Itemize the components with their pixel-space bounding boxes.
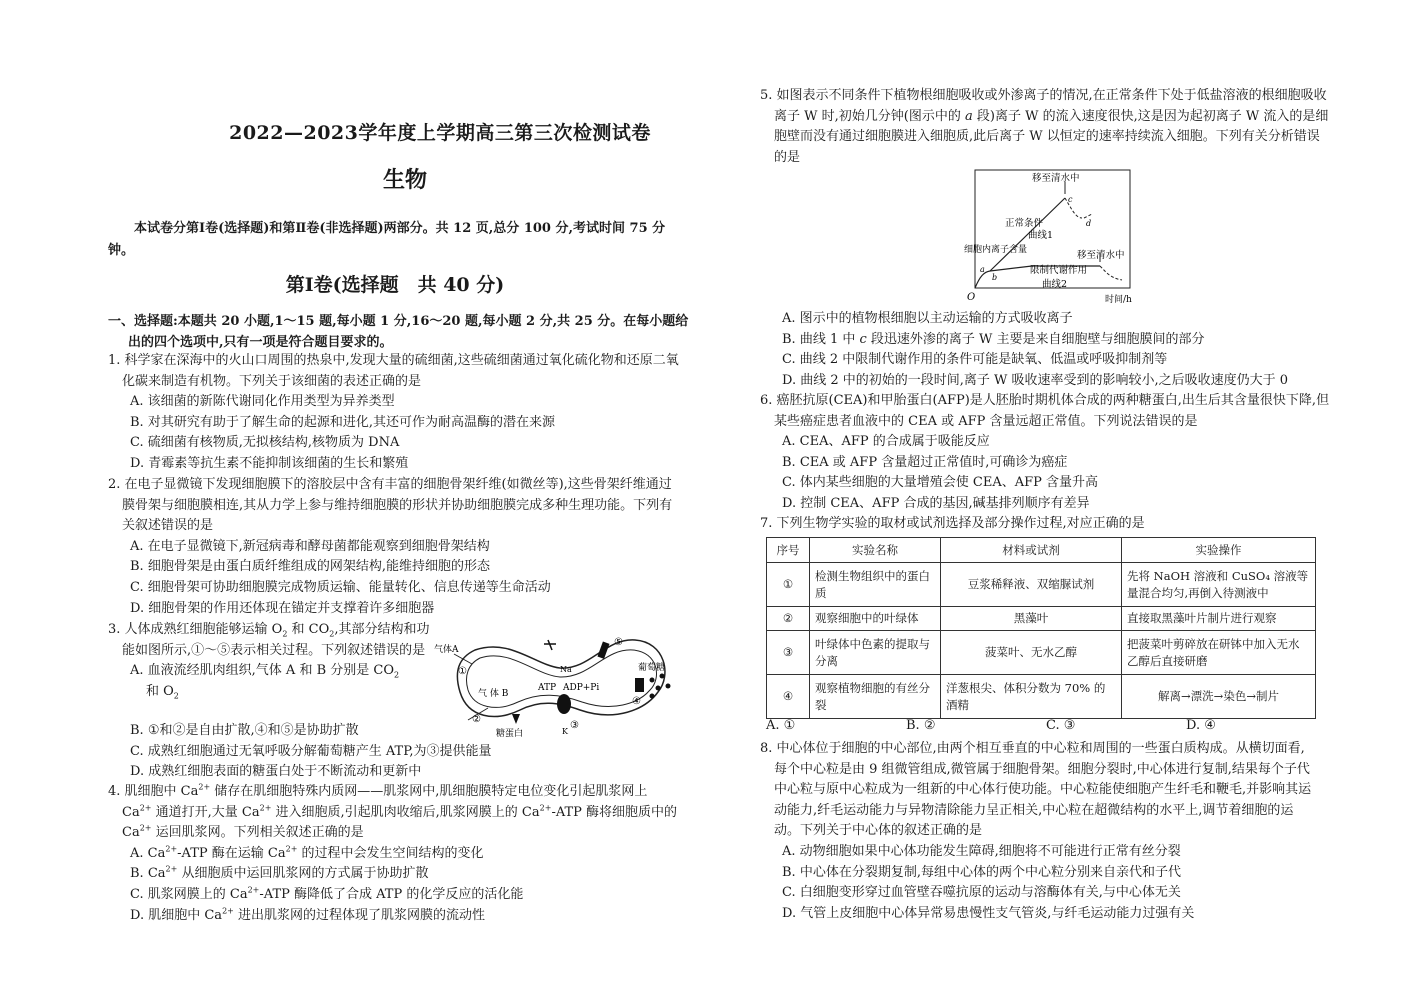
fig-gas-b-label: 气 体 B: [478, 689, 509, 699]
table-row: [767, 563, 1316, 607]
q8-option-a: A. 动物细胞如果中心体功能发生障碍,细胞将不可能进行正常有丝分裂: [782, 843, 1181, 859]
q3-option-b: B. ①和②是自由扩散,④和⑤是协助扩散: [130, 723, 359, 738]
q6-option-d: D. 控制 CEA、AFP 合成的基因,碱基排列顺序有差异: [782, 495, 1090, 511]
q6-option-c: C. 体内某些细胞的大量增殖会使 CEA、AFP 含量升高: [782, 475, 1098, 491]
q2-option-a: A. 在电子显微镜下,新冠病毒和酵母菌都能观察到细胞骨架结构: [130, 538, 490, 554]
q3-stem: 3. 人体成熟红细胞能够运输 $O_2$ 和 $CO_2$,其部分结构和功能如图所示,①～⑤表示相关过程。下列叙述错误的是: [108, 622, 430, 658]
na-k-pump: [557, 694, 571, 714]
q7-choice-a: A. ①: [766, 718, 796, 733]
table-header: 实验操作: [1122, 538, 1316, 563]
table-row: [767, 631, 1316, 675]
q5-option-a: A. 图示中的植物根细胞以主动运输的方式吸收离子: [782, 311, 1073, 326]
fig-curve2-label: 曲线2: [1042, 279, 1068, 290]
exam-title: 2022—2023学年度上学期高三第三次检测试卷: [229, 122, 651, 144]
row-name: 叶绿体中色素的提取与分离: [810, 631, 941, 675]
q5-stem: 5. 如图表示不同条件下植物根细胞吸收或外渗离子的情况,在正常条件下处于低盐溶液的根细胞吸收离子 W 时,初始几分钟(图示中的 a 段)离子 W 的流入速度很快,这是因为起初离子 W 流入的是细胞壁而没有通过细胞膜进入细胞质,此后离子 W 以恒定的速率持续流入细胞。下列有关分析错误的是: [760, 88, 1329, 165]
fig-top-label: 移至清水中: [1032, 173, 1080, 184]
q2-option-c: C. 细胞骨架可协助细胞膜完成物质运输、能量转化、信息传递等生命活动: [130, 579, 551, 595]
table-header: 实验名称: [810, 538, 941, 563]
table-row: [767, 607, 1316, 631]
curve-2-efflux: [1100, 266, 1122, 280]
experiment-table: [766, 537, 1316, 719]
q6-stem: 6. 癌胚抗原(CEA)和甲胎蛋白(AFP)是人胚胎时期机体合成的两种糖蛋白,出生后其含量很快下降,但某些癌症患者血液中的 CEA 或 AFP 含量远超正常值。下列说法错误的是: [760, 393, 1330, 429]
glucose-dot: [650, 678, 655, 683]
glycoprotein-mark: [512, 714, 520, 724]
row-material: 豆浆稀释液、双缩脲试剂: [941, 563, 1122, 607]
q4-option-a: A. $Ca^{2+}$-ATP 酶在运输 $Ca^{2+}$ 的过程中会发生空间结构的变化: [130, 844, 484, 861]
q5-option-b: B. 曲线 1 中 c 段迅速外渗的离子 W 主要是来自细胞壁与细胞膜间的部分: [782, 331, 1205, 347]
question-5-options: [760, 309, 1332, 391]
q7-choice-c: C. ③: [1046, 718, 1076, 733]
glycoprotein-top: [544, 640, 556, 650]
fig-atp-label: ATP: [538, 683, 557, 693]
row-no: ③: [767, 631, 810, 675]
fig-point-c: c: [1068, 195, 1073, 204]
table-header: 序号: [767, 538, 810, 563]
q7-choice-d: D. ④: [1186, 718, 1216, 733]
q1-option-c: C. 硫细菌有核物质,无拟核结构,核物质为 DNA: [130, 435, 400, 451]
fig-marker-3: ③: [570, 720, 579, 731]
volume-heading: 第Ⅰ卷(选择题 共 40 分): [285, 274, 505, 296]
q7-choices: [766, 718, 1286, 733]
fig-xlabel: 时间/h: [1105, 295, 1132, 305]
q3-option-a-cont: 和 $O_2$: [146, 683, 179, 701]
q4-option-d: D. 肌细胞中 $Ca^{2+}$ 进出肌浆网的过程体现了肌浆网膜的流动性: [130, 906, 485, 923]
q5-option-d: D. 曲线 2 中的初始的一段时间,离子 W 吸收速率受到的影响较小,之后吸收速度仍大于 0: [782, 372, 1289, 388]
q3-option-d: D. 成熟红细胞表面的糖蛋白处于不断流动和更新中: [130, 764, 422, 780]
fig-marker-4: ④: [632, 696, 641, 707]
section-heading: 一、选择题:本题共 20 小题,1～15 题,每小题 1 分,16～20 题,每小题 2 分,共 25 分。在每小题给出的四个选项中,只有一项是符合题目要求的。: [108, 314, 689, 350]
fig-gas-a-label: 气体A: [434, 645, 459, 655]
row-no: ④: [767, 675, 810, 719]
q3-option-c: C. 成熟红细胞通过无氧呼吸分解葡萄糖产生 ATP,为③提供能量: [130, 743, 492, 759]
q1-option-b: B. 对其研究有助于了解生命的起源和进化,其还可作为耐高温酶的潜在来源: [130, 414, 555, 430]
q2-option-b: B. 细胞骨架是由蛋白质纤维组成的网架结构,能维持细胞的形态: [130, 559, 490, 575]
question-2: [108, 475, 680, 619]
glucose-dot: [656, 686, 661, 691]
fig-restrict-label: 限制代谢作用: [1030, 265, 1088, 276]
fig-adp-label: ADP+Pi: [563, 683, 600, 693]
fig-marker-1: ①: [458, 666, 467, 677]
fig-point-b: b: [992, 273, 998, 282]
fig-k-label: K: [562, 727, 568, 736]
row-op: 先将 NaOH 溶液和 CuSO₄ 溶液等量混合均匀,再倒入待测液中: [1122, 563, 1316, 607]
q1-stem: 1. 科学家在深海中的火山口周围的热泉中,发现大量的硫细菌,这些硫细菌通过氧化硫化物和还原二氧化碳来制造有机物。下列关于该细菌的表述正确的是: [108, 353, 679, 389]
q7-choice-b: B. ②: [906, 718, 936, 733]
fig-point-a: a: [980, 265, 985, 274]
q8-stem: 8. 中心体位于细胞的中心部位,由两个相互垂直的中心粒和周围的一些蛋白质构成。从横切面看,每个中心粒是由 9 组微管组成,微管属于细胞骨架。细胞分裂时,中心体进行复制,结果每个子代中心粒与原中心粒成为一组新的中心体行使功能。中心粒能使细胞产生纤毛和鞭毛,并影响其运动能力,纤毛运动能力与异物清除能力呈正相关,中心粒在超微结构的水平上,调节着细胞的运动。下列关于中心体的叙述正确的是: [760, 741, 1312, 839]
q8-option-d: D. 气管上皮细胞中心体异常易患慢性支气管炎,与纤毛运动能力过强有关: [782, 905, 1195, 921]
question-5: [760, 86, 1332, 168]
table-header: 材料或试剂: [941, 538, 1122, 563]
question-1: [108, 351, 680, 475]
fig-curve1-label: 曲线1: [1028, 230, 1054, 241]
row-no: ①: [767, 563, 810, 607]
question-4: [108, 782, 680, 926]
fig-move2-label: 移至清水中: [1077, 250, 1125, 261]
row-name: 观察细胞中的叶绿体: [810, 607, 941, 631]
table-row: [767, 675, 1316, 719]
glucose-dot: [666, 684, 671, 689]
gas-a-arrow: [454, 654, 472, 664]
row-name: 观察植物细胞的有丝分裂: [810, 675, 941, 719]
q6-option-a: A. CEA、AFP 的合成属于吸能反应: [782, 434, 990, 450]
q8-option-c: C. 白细胞变形穿过血管壁吞噬抗原的运动与溶酶体有关,与中心体无关: [782, 885, 1181, 901]
q7-stem: 7. 下列生物学实验的取材或试剂选择及部分操作过程,对应正确的是: [760, 516, 1145, 531]
q1-option-a: A. 该细菌的新陈代谢同化作用类型为异养类型: [130, 394, 395, 410]
table-header-row: [767, 538, 1316, 563]
row-material: 菠菜叶、无水乙醇: [941, 631, 1122, 675]
row-op: 解离→漂洗→染色→制片: [1122, 675, 1316, 719]
fig-normal-label: 正常条件: [1005, 218, 1044, 229]
ion-uptake-figure: [950, 168, 1150, 308]
q5-option-c: C. 曲线 2 中限制代谢作用的条件可能是缺氧、低温或呼吸抑制剂等: [782, 352, 1168, 368]
fig-marker-2: ②: [472, 714, 481, 725]
glucose-dot: [650, 694, 655, 699]
q6-option-b: B. CEA 或 AFP 含量超过正常值时,可确诊为癌症: [782, 454, 1068, 470]
row-op: 直接取黑藻叶片制片进行观察: [1122, 607, 1316, 631]
fig-origin: O: [967, 292, 976, 303]
fig-na-label: Na: [560, 665, 572, 674]
fig-marker-5: ⑤: [614, 637, 623, 648]
exam-intro: 本试卷分第Ⅰ卷(选择题)和第Ⅱ卷(非选择题)两部分。共 12 页,总分 100 分,考试时间 75 分钟。: [108, 221, 666, 258]
q4-option-c: C. 肌浆网膜上的 $Ca^{2+}$-ATP 酶降低了合成 ATP 的化学反应的活化能: [130, 885, 524, 902]
fig-point-d: d: [1086, 219, 1092, 228]
question-3: [108, 620, 438, 702]
q1-option-d: D. 青霉素等抗生素不能抑制该细菌的生长和繁殖: [130, 455, 409, 471]
row-material: 黑藻叶: [941, 607, 1122, 631]
row-material: 洋葱根尖、体积分数为 70% 的酒精: [941, 675, 1122, 719]
fig-glucose-label: 葡萄糖: [638, 663, 666, 673]
q8-option-b: B. 中心体在分裂期复制,每组中心体的两个中心粒分别来自亲代和子代: [782, 864, 1181, 880]
q3-option-a: A. 血液流经肌肉组织,气体 A 和 B 分别是 $CO_2$: [130, 663, 400, 680]
question-8: [760, 739, 1316, 924]
q2-stem: 2. 在电子显微镜下发现细胞膜下的溶胶层中含有丰富的细胞骨架纤维(如微丝等),这些骨架纤维通过膜骨架与细胞膜相连,其从力学上参与维持细胞膜的形状并协助细胞膜完成多种生理功能。下列有关叙述错误的是: [108, 477, 673, 534]
glucose-dot: [660, 674, 665, 679]
row-no: ②: [767, 607, 810, 631]
row-op: 把菠菜叶剪碎放在研钵中加入无水乙醇后直接研磨: [1122, 631, 1316, 675]
glucose-carrier: [635, 678, 644, 692]
q4-stem: 4. 肌细胞中 $Ca^{2+}$ 储存在肌细胞特殊内质网——肌浆网中,肌细胞膜特定电位变化引起肌浆网上 $Ca^{2+}$ 通道打开,大量 $Ca^{2+}$ 进入细胞质,引起肌肉收缩后,肌浆网膜上的 $Ca^{2+}$-ATP 酶将细胞质中的 $Ca^{2+}$ 运回肌浆网。下列相关叙述正确的是: [108, 782, 678, 841]
question-6: [760, 391, 1332, 515]
q4-option-b: B. $Ca^{2+}$ 从细胞质中运回肌浆网的方式属于协助扩散: [130, 865, 429, 882]
red-blood-cell-figure: [434, 630, 680, 740]
fig-glycoprotein-label: 糖蛋白: [496, 729, 524, 739]
fig-ylabel: 细胞内离子含量: [964, 245, 1028, 255]
row-name: 检测生物组织中的蛋白质: [810, 563, 941, 607]
q2-option-d: D. 细胞骨架的作用还体现在锚定并支撑着许多细胞器: [130, 600, 435, 616]
question-7: [760, 514, 1332, 535]
subject-title: 生物: [382, 167, 427, 193]
